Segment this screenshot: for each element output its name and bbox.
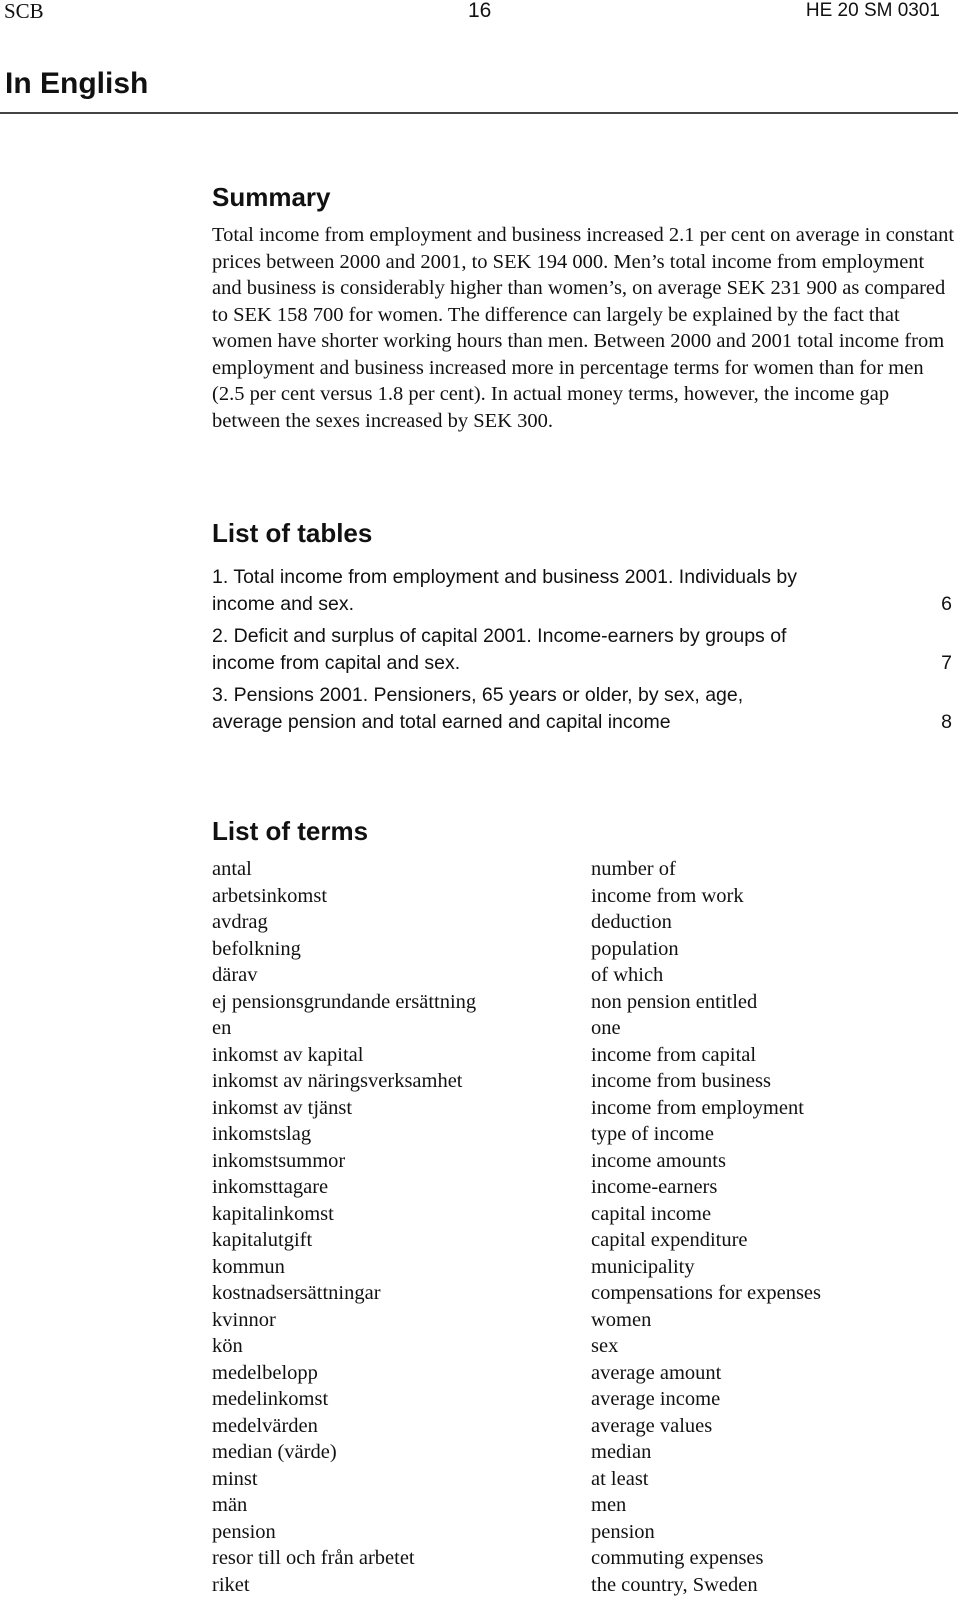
term-swedish: antal: [212, 858, 252, 880]
list-of-tables-title: List of tables: [212, 518, 373, 548]
term-swedish: ej pensionsgrundande ersättning: [212, 990, 477, 1013]
term-row: [212, 1333, 952, 1360]
term-row: [212, 1307, 952, 1334]
term-english: income from business: [591, 1070, 771, 1092]
header-left-label: SCB: [4, 0, 44, 23]
table-entry-page-number: 8: [941, 710, 952, 733]
term-english: average values: [591, 1414, 713, 1437]
term-row: [212, 1492, 952, 1519]
term-swedish: arbetsinkomst: [212, 884, 328, 907]
term-swedish: inkomstslag: [212, 1123, 312, 1145]
term-row: [212, 1360, 952, 1387]
term-row: [212, 1174, 952, 1201]
term-row: [212, 962, 952, 989]
term-row: [212, 856, 952, 883]
term-swedish: pension: [212, 1520, 276, 1543]
term-swedish: inkomstsummor: [212, 1149, 346, 1172]
term-english: average income: [591, 1388, 721, 1410]
term-english: municipality: [591, 1255, 695, 1278]
term-row: [212, 883, 952, 910]
term-english: men: [591, 1494, 627, 1516]
term-row: [212, 1015, 952, 1042]
table-entry-title-line: 2. Deficit and surplus of capital 2001. Income-earners by groups of: [212, 625, 787, 647]
header-document-code: HE 20 SM 0301: [805, 0, 940, 21]
term-row: [212, 1227, 952, 1254]
heading-divider: [0, 112, 958, 114]
term-row: [212, 936, 952, 963]
table-entry-title-line: income from capital and sex.: [212, 651, 461, 674]
term-english: median: [591, 1441, 652, 1463]
header-page-number: 16: [468, 0, 492, 22]
term-english: income from employment: [591, 1096, 804, 1119]
term-row: [212, 1201, 952, 1228]
term-english: of which: [591, 964, 664, 986]
term-english: one: [591, 1017, 621, 1039]
term-english: sex: [591, 1335, 619, 1357]
term-swedish: inkomst av tjänst: [212, 1096, 353, 1119]
term-english: pension: [591, 1520, 655, 1543]
term-swedish: en: [212, 1017, 232, 1039]
term-english: the country, Sweden: [591, 1573, 758, 1596]
term-row: [212, 1068, 952, 1095]
term-row: [212, 1280, 952, 1307]
page-heading: In English: [5, 67, 149, 100]
list-of-terms-title: List of terms: [212, 816, 369, 846]
term-english: capital income: [591, 1202, 712, 1225]
term-row: [212, 1466, 952, 1493]
term-swedish: män: [212, 1494, 248, 1516]
term-row: [212, 1572, 952, 1599]
term-row: [212, 1545, 952, 1572]
term-swedish: kommun: [212, 1255, 285, 1278]
term-english: average amount: [591, 1361, 722, 1384]
term-english: income from capital: [591, 1043, 757, 1066]
term-swedish: inkomst av kapital: [212, 1043, 364, 1066]
term-swedish: riket: [212, 1573, 250, 1596]
table-entry-page-number: 7: [941, 651, 952, 674]
term-english: compensations for expenses: [591, 1282, 821, 1304]
term-row: [212, 1148, 952, 1175]
term-english: income-earners: [591, 1176, 718, 1198]
term-swedish: medelbelopp: [212, 1361, 318, 1384]
term-row: [212, 1519, 952, 1546]
term-row: [212, 1095, 952, 1122]
term-english: income from work: [591, 884, 744, 907]
term-swedish: kapitalinkomst: [212, 1202, 334, 1225]
term-swedish: median (värde): [212, 1441, 337, 1463]
term-row: [212, 1254, 952, 1281]
table-entry-title-line: 3. Pensions 2001. Pensioners, 65 years or older, by sex, age,: [212, 684, 744, 706]
term-swedish: befolkning: [212, 937, 301, 960]
terms-list: [212, 856, 952, 1598]
term-english: income amounts: [591, 1149, 726, 1172]
term-swedish: inkomst av näringsverksamhet: [212, 1070, 463, 1092]
table-entry-1: [212, 564, 952, 617]
term-swedish: kvinnor: [212, 1308, 276, 1331]
term-english: commuting expenses: [591, 1547, 764, 1569]
table-entry-2: [212, 623, 952, 676]
term-swedish: medelvärden: [212, 1414, 318, 1437]
summary-title: Summary: [212, 182, 331, 212]
term-swedish: kön: [212, 1335, 243, 1357]
term-row: [212, 1042, 952, 1069]
term-english: women: [591, 1308, 652, 1331]
table-entry-title-line: average pension and total earned and capital income: [212, 710, 671, 733]
term-english: number of: [591, 858, 676, 880]
table-entry-title-line: 1. Total income from employment and business 2001. Individuals by: [212, 566, 797, 588]
term-english: capital expenditure: [591, 1229, 748, 1251]
term-english: at least: [591, 1467, 649, 1490]
term-swedish: minst: [212, 1467, 258, 1490]
term-swedish: därav: [212, 964, 258, 986]
term-row: [212, 1386, 952, 1413]
term-english: non pension entitled: [591, 990, 758, 1013]
term-row: [212, 909, 952, 936]
term-swedish: medelinkomst: [212, 1388, 329, 1410]
term-english: population: [591, 937, 679, 960]
term-english: deduction: [591, 911, 672, 933]
term-swedish: inkomsttagare: [212, 1176, 329, 1198]
term-swedish: resor till och från arbetet: [212, 1547, 415, 1569]
table-entry-page-number: 6: [941, 592, 952, 615]
table-entry-3: [212, 682, 952, 735]
term-swedish: kapitalutgift: [212, 1229, 313, 1251]
summary-paragraph: Total income from employment and business increased 2.1 per cent on average in constant prices between 2000 and 2001, to SEK 194 000. Men’s total income from employment and business is considerably higher than women’s, on average SEK 231 900 as compared to SEK 158 700 for women. The difference can largely be explained by the fact that women have shorter working hours than men. Between 2000 and 2001 total income from employment and business increased more in percentage terms for women than for men (2.5 per cent versus 1.8 per cent). In actual money terms, however, the income gap between the sexes increased by SEK 300.: [212, 224, 955, 432]
table-entry-title-line: income and sex.: [212, 592, 354, 615]
term-row: [212, 989, 952, 1016]
term-english: type of income: [591, 1123, 714, 1145]
term-swedish: kostnadsersättningar: [212, 1282, 381, 1304]
term-swedish: avdrag: [212, 911, 268, 933]
term-row: [212, 1121, 952, 1148]
term-row: [212, 1413, 952, 1440]
term-row: [212, 1439, 952, 1466]
